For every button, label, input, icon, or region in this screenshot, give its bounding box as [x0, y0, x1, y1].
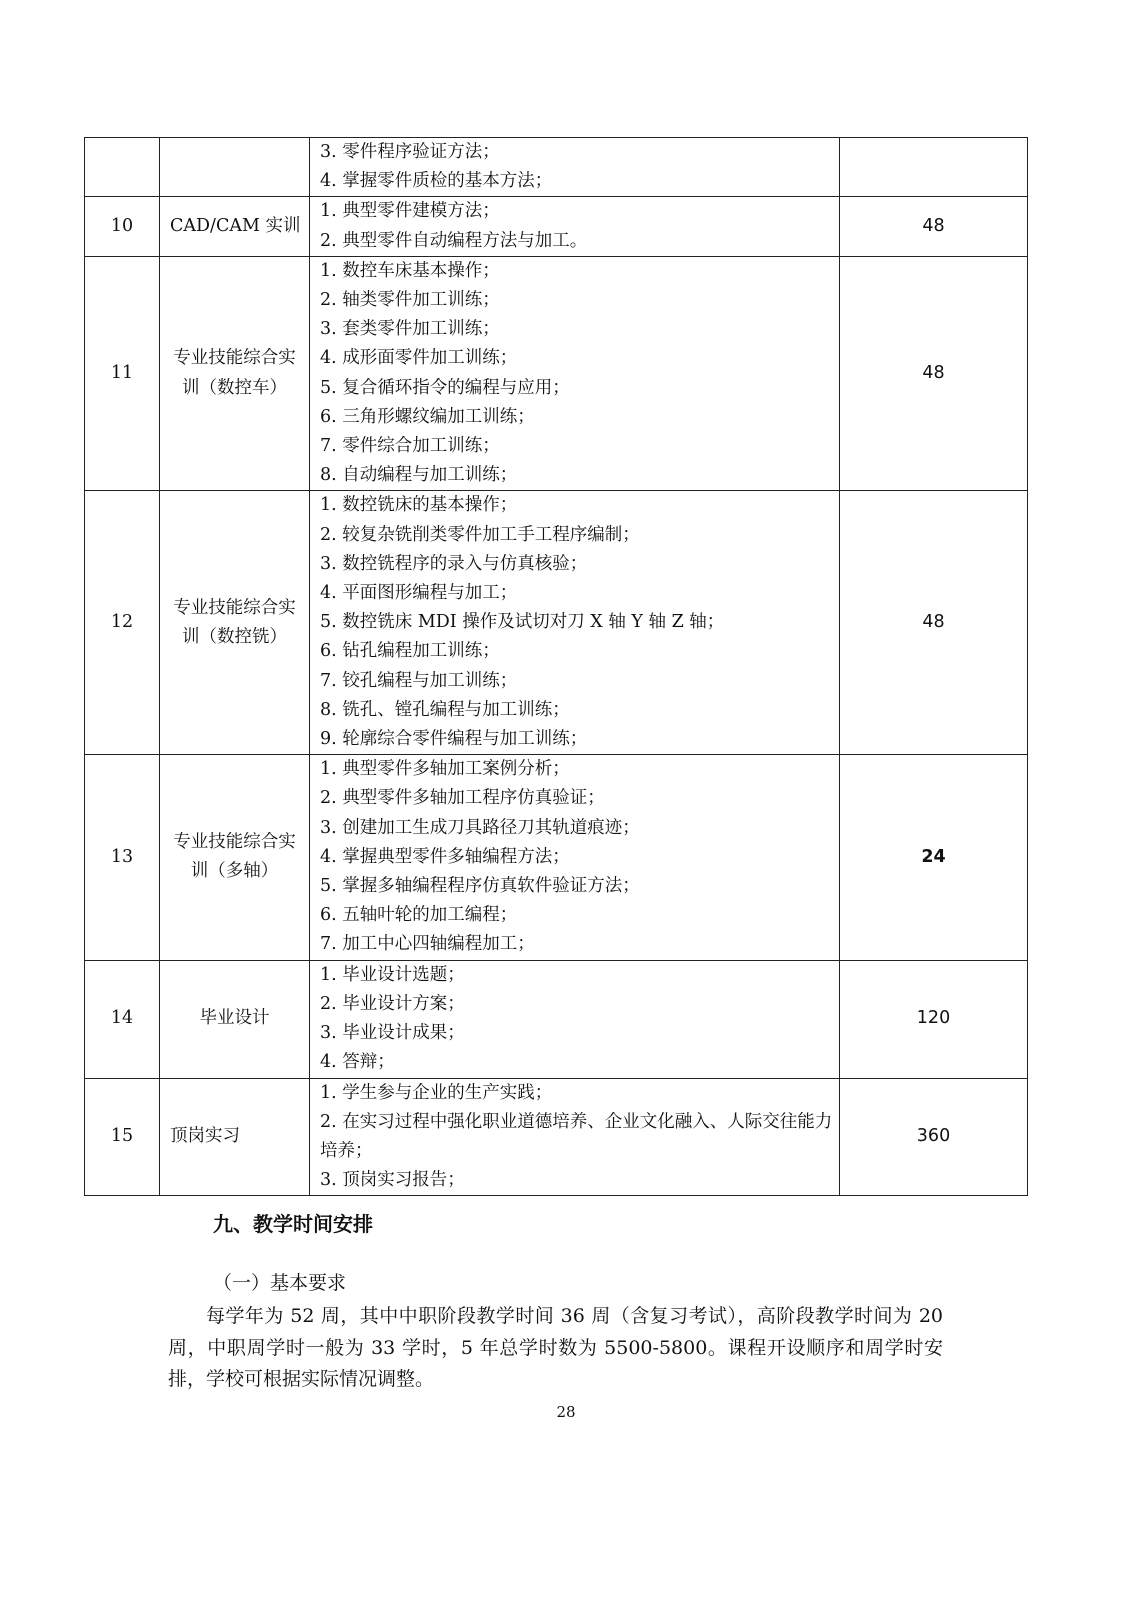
row-number: 12 [85, 491, 160, 755]
content-line: 8. 铣孔、镗孔编程与加工训练； [320, 699, 570, 720]
section-heading: 九、教学时间安排 [213, 1212, 373, 1236]
row-number: 14 [85, 960, 160, 1078]
row-number [85, 138, 160, 197]
course-content [310, 755, 840, 960]
course-name: 专业技能综合实训（数控车） [160, 256, 310, 491]
content-line: 3. 零件程序验证方法； [320, 142, 500, 162]
content-line: 1. 数控铣床的基本操作； [320, 495, 518, 516]
course-hours: 48 [840, 256, 1028, 491]
course-hours: 48 [840, 197, 1028, 256]
course-content [310, 960, 840, 1078]
course-name: 毕业设计 [160, 960, 310, 1078]
table-row [85, 256, 1028, 491]
content-line: 1. 毕业设计选题； [320, 964, 465, 985]
content-line: 3. 顶岗实习报告； [320, 1170, 465, 1191]
content-line: 2. 毕业设计方案； [320, 993, 465, 1014]
content-line: 4. 掌握典型零件多轴编程方法； [320, 846, 570, 867]
content-line: 7. 加工中心四轴编程加工； [320, 934, 535, 955]
row-number: 13 [85, 755, 160, 960]
content-line: 3. 数控铣程序的录入与仿真核验； [320, 553, 588, 574]
content-line: 4. 平面图形编程与加工； [320, 583, 518, 604]
course-name: 专业技能综合实训（多轴） [160, 755, 310, 960]
content-line: 5. 掌握多轴编程程序仿真软件验证方法； [320, 876, 640, 897]
content-line: 2. 轴类零件加工训练； [320, 290, 500, 311]
content-line: 4. 掌握零件质检的基本方法； [320, 171, 553, 192]
content-line: 3. 毕业设计成果； [320, 1023, 465, 1044]
table-row [85, 1078, 1028, 1196]
content-line: 5. 复合循环指令的编程与应用； [320, 377, 570, 398]
sub-heading: （一）基本要求 [213, 1272, 347, 1294]
course-hours: 360 [840, 1078, 1028, 1196]
content-line: 1. 学生参与企业的生产实践； [320, 1082, 553, 1103]
row-number: 11 [85, 256, 160, 491]
content-line: 8. 自动编程与加工训练； [320, 465, 518, 486]
content-line: 9. 轮廓综合零件编程与加工训练； [320, 729, 588, 750]
content-line: 2. 典型零件多轴加工程序仿真验证； [320, 788, 605, 809]
course-name: 专业技能综合实训（数控铣） [160, 491, 310, 755]
course-content [310, 491, 840, 755]
content-line: 2. 在实习过程中强化职业道德培养、企业文化融入、人际交往能力培养； [320, 1111, 833, 1161]
content-line: 7. 零件综合加工训练； [320, 436, 500, 457]
content-line: 6. 五轴叶轮的加工编程； [320, 905, 518, 926]
course-content [310, 197, 840, 256]
table-row [85, 138, 1028, 197]
content-line: 2. 典型零件自动编程方法与加工。 [320, 230, 588, 251]
content-line: 7. 铰孔编程与加工训练； [320, 670, 518, 691]
course-name [160, 138, 310, 197]
content-line: 3. 套类零件加工训练； [320, 319, 500, 340]
content-line: 2. 较复杂铣削类零件加工手工程序编制； [320, 524, 640, 545]
content-line: 3. 创建加工生成刀具路径刀其轨道痕迹； [320, 817, 640, 838]
content-line: 5. 数控铣床 MDI 操作及试切对刀 X 轴 Y 轴 Z 轴； [320, 612, 725, 633]
table-row [85, 491, 1028, 755]
course-hours: 120 [840, 960, 1028, 1078]
course-content [310, 256, 840, 491]
table-row [85, 960, 1028, 1078]
content-line: 1. 数控车床基本操作； [320, 260, 500, 281]
body-paragraph: 每学年为 52 周，其中中职阶段教学时间 36 周（含复习考试），高阶段教学时间为 20 周，中职周学时一般为 33 学时，5 年总学时数为 5500-5800。课程开设顺序和周学时安排，学校可根据实际情况调整。 [168, 1305, 943, 1390]
course-name: CAD/CAM 实训 [160, 197, 310, 256]
content-line: 1. 典型零件建模方法； [320, 201, 500, 222]
content-line: 1. 典型零件多轴加工案例分析； [320, 759, 570, 780]
course-table [84, 137, 1028, 1196]
table-row [85, 755, 1028, 960]
content-line: 6. 三角形螺纹编加工训练； [320, 406, 535, 427]
course-content [310, 1078, 840, 1196]
content-line: 4. 答辩； [320, 1052, 395, 1073]
content-line: 4. 成形面零件加工训练； [320, 348, 518, 369]
course-content [310, 138, 840, 197]
row-number: 10 [85, 197, 160, 256]
course-name: 顶岗实习 [160, 1078, 310, 1196]
row-number: 15 [85, 1078, 160, 1196]
content-line: 6. 钻孔编程加工训练； [320, 641, 500, 662]
table-row [85, 197, 1028, 256]
course-hours [840, 138, 1028, 197]
page-number: 28 [556, 1403, 576, 1421]
course-hours: 24 [840, 755, 1028, 960]
course-hours: 48 [840, 491, 1028, 755]
